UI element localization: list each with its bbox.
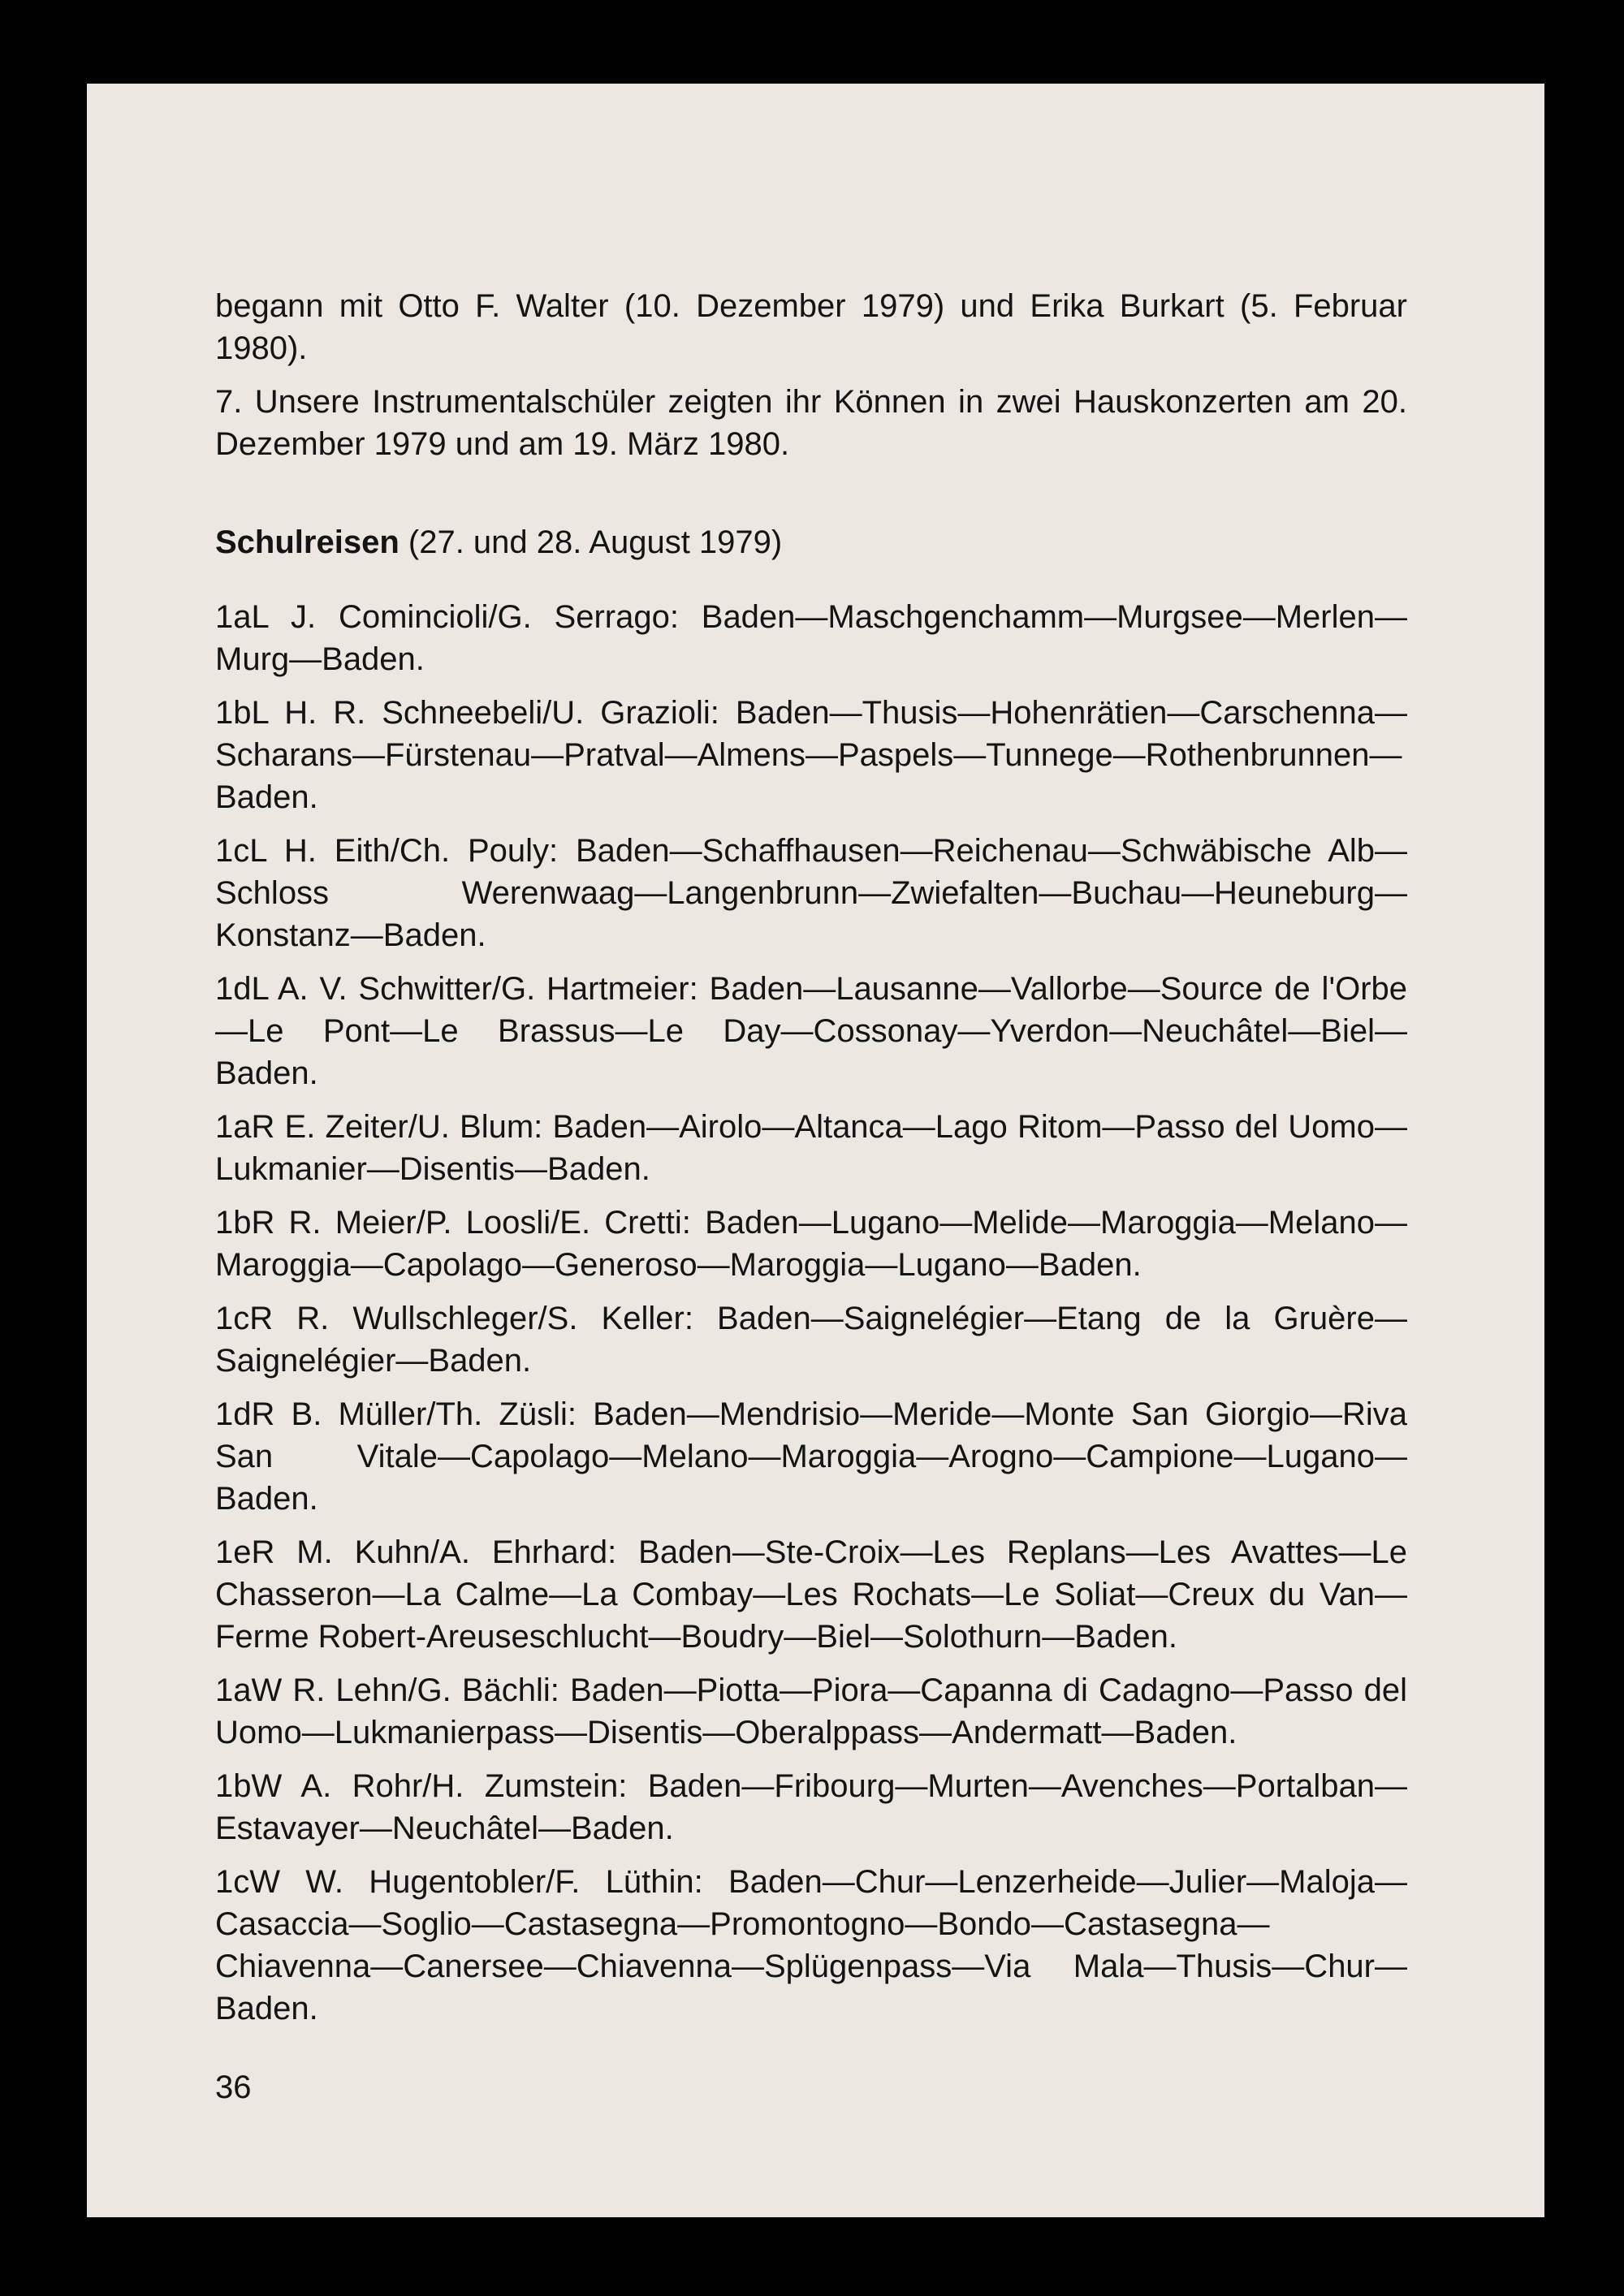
document-page bbox=[87, 84, 1544, 2217]
trip-entry: 1dR B. Müller/Th. Züsli: Baden—Mendrisio—Meride—Monte San Giorgio—Riva San Vitale—Capolago—Melano—Maroggia—Arogno—Campione—Lugano—Baden. bbox=[215, 1396, 1407, 1517]
section-title: Schulreisen bbox=[215, 524, 400, 560]
page-number: 36 bbox=[215, 2069, 252, 2105]
intro-paragraph: begann mit Otto F. Walter (10. Dezember 1979) und Erika Burkart (5. Februar 1980). bbox=[215, 288, 1407, 366]
trip-entry: 1aW R. Lehn/G. Bächli: Baden—Piotta—Piora—Capanna di Cadagno—Passo del Uomo—Lukmanierpass—Disentis—Oberalppass—Andermatt—Baden. bbox=[215, 1672, 1407, 1750]
trip-entry: 1cW W. Hugentobler/F. Lüthin: Baden—Chur—Lenzerheide—Julier—Maloja—Casaccia—Soglio—Castasegna—Promontogno—Bondo—Castasegna—Chiavenna—Canersee—Chiavenna—Splügenpass—Via Mala—Thusis—Chur—Baden. bbox=[215, 1864, 1407, 2026]
trip-entry: 1aL J. Comincioli/G. Serrago: Baden—Maschgenchamm—Murgsee—Merlen—Murg—Baden. bbox=[215, 599, 1407, 677]
trip-entry: 1bW A. Rohr/H. Zumstein: Baden—Fribourg—Murten—Avenches—Portalban—Estavayer—Neuchâtel—Baden. bbox=[215, 1768, 1407, 1846]
trip-entry: 1aR E. Zeiter/U. Blum: Baden—Airolo—Altanca—Lago Ritom—Passo del Uomo—Lukmanier—Disentis—Baden. bbox=[215, 1109, 1407, 1187]
trip-entry: 1eR M. Kuhn/A. Ehrhard: Baden—Ste-Croix—Les Replans—Les Avattes—Le Chasseron—La Calme—La Combay—Les Rochats—Le Soliat—Creux du Van—Ferme Robert-Areuseschlucht—Boudry—Biel—Solothurn—Baden. bbox=[215, 1534, 1407, 1655]
trip-entry: 1cR R. Wullschleger/S. Keller: Baden—Saignelégier—Etang de la Gruère—Saignelégier—Baden. bbox=[215, 1301, 1407, 1379]
intro-paragraph: 7. Unsere Instrumentalschüler zeigten ihr Können in zwei Hauskonzerten am 20. Dezember 1979 und am 19. März 1980. bbox=[215, 384, 1407, 462]
section-subtitle: (27. und 28. August 1979) bbox=[399, 524, 783, 560]
trip-entry: 1bR R. Meier/P. Loosli/E. Cretti: Baden—Lugano—Melide—Maroggia—Melano—Maroggia—Capolago—Generoso—Maroggia—Lugano—Baden. bbox=[215, 1205, 1407, 1283]
text-body bbox=[215, 285, 1407, 2041]
spacer bbox=[215, 477, 1407, 521]
trip-entry: 1dL A. V. Schwitter/G. Hartmeier: Baden—Lausanne—Vallorbe—Source de l'Orbe—Le Pont—Le Brassus—Le Day—Cossonay—Yverdon—Neuchâtel—Biel—Baden. bbox=[215, 971, 1407, 1091]
section-heading bbox=[215, 521, 1407, 563]
trip-entry: 1bL H. R. Schneebeli/U. Grazioli: Baden—Thusis—Hohenrätien—Carschenna—Scharans—Fürstenau—Pratval—Almens—Paspels—Tunnege—Rothenbrunnen—Baden. bbox=[215, 695, 1407, 815]
trip-entry: 1cL H. Eith/Ch. Pouly: Baden—Schaffhausen—Reichenau—Schwäbische Alb—Schloss Werenwaag—Langenbrunn—Zwiefalten—Buchau—Heuneburg—Konstanz—Baden. bbox=[215, 833, 1407, 953]
